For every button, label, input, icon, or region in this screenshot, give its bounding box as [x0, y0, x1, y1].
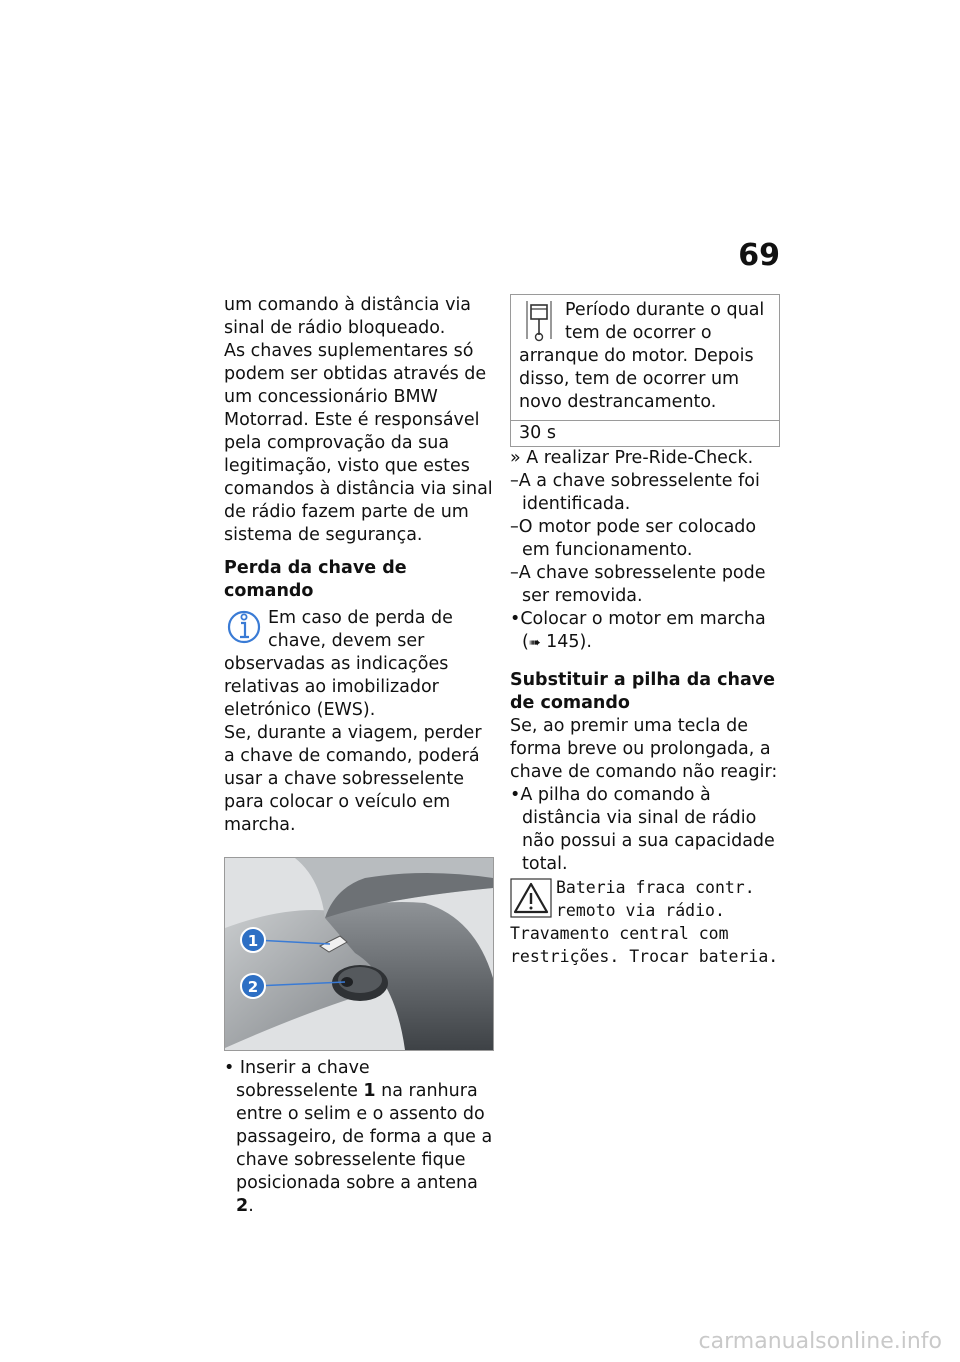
list-item: –A chave sobresselente pode ser removida.: [510, 563, 766, 606]
callout-1: 1: [247, 932, 259, 950]
section-heading: Perda da chave de comando: [224, 558, 407, 601]
list-item: –A a chave sobresselente foi identificada.: [510, 471, 760, 514]
list-item: •A pilha do comando à distância via sinal de rádio não possui a sua capacidade total.: [510, 785, 775, 874]
seat-illustration: [225, 858, 493, 1050]
info-icon: [224, 607, 266, 651]
page-number: 69: [738, 238, 780, 273]
left-column: [224, 294, 494, 1218]
paragraph: um comando à distância via sinal de rádio bloqueado.: [224, 295, 472, 338]
info-value: 30 s: [511, 420, 779, 446]
list-item: –O motor pode ser colocado em funcionamento.: [510, 517, 757, 560]
piston-icon: [519, 299, 559, 343]
footer-watermark: carmanualsonline.info: [698, 1329, 942, 1354]
warning-triangle-icon: [510, 878, 552, 918]
info-table: [510, 294, 780, 447]
right-column: [510, 294, 780, 968]
page-reference-icon: ➠: [528, 635, 541, 651]
warning-text: Bateria fraca contr. remoto via rádio. Travamento central com restrições. Trocar bateria.: [510, 878, 779, 966]
info-text: Período durante o qual tem de ocorrer o arranque do motor. Depois disso, tem de ocorrer um novo destrancamento.: [519, 300, 765, 412]
note-text: Em caso de perda de chave, devem ser observadas as indicações relativas ao imobilizador eletrónico (EWS).: [224, 608, 453, 720]
section-heading: Substituir a pilha da chave de comando: [510, 670, 776, 713]
result-line: » A realizar Pre-Ride-Check.: [510, 448, 754, 468]
info-note: [224, 607, 494, 722]
paragraph: Se, durante a viagem, perder a chave de comando, poderá usar a chave sobresselente para colocar o veículo em marcha.: [224, 723, 482, 835]
page-reference-link[interactable]: 145: [546, 632, 580, 652]
list-item: • Inserir a chave sobresselente 1 na ranhura entre o selim e o assento do passageiro, de forma a que a chave sobresselente fique posicionada sobre a antena 2.: [224, 1058, 493, 1216]
seat-key-slot-figure: [224, 857, 494, 1051]
list-item: •Colocar o motor em marcha (➠ 145).: [510, 609, 766, 652]
warning-message: [510, 876, 780, 968]
callout-2: 2: [247, 978, 259, 996]
paragraph: As chaves suplementares só podem ser obtidas através de um concessionário BMW Motorrad. Este é responsável pela comprovação da sua legitimação, visto que estes comandos à distância via sinal de rádio fazem parte de um sistema de segurança.: [224, 341, 493, 545]
paragraph: Se, ao premir uma tecla de forma breve ou prolongada, a chave de comando não reagir:: [510, 716, 778, 782]
